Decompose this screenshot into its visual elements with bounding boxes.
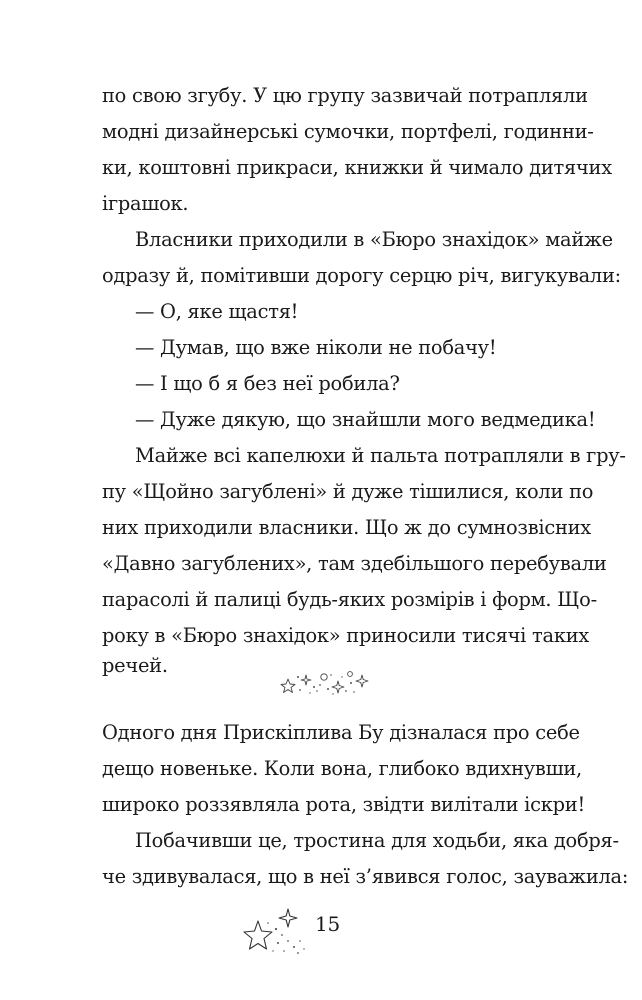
footer-stars-icon bbox=[238, 905, 358, 961]
text-line: «Давно загублених», там здебільшого перебували bbox=[102, 552, 607, 575]
text-line: Власники приходили в «Бюро знахідок» майже bbox=[135, 228, 613, 251]
text-line: речей. bbox=[102, 654, 168, 677]
text-line: ки, коштовні прикраси, книжки й чимало дитячих bbox=[102, 156, 612, 179]
text-line: Одного дня Прискіплива Бу дізналася про себе bbox=[102, 721, 580, 744]
page-number: 15 bbox=[315, 912, 340, 936]
stars-divider-icon bbox=[276, 665, 372, 699]
dialogue-line: — І що б я без неї робила? bbox=[135, 372, 400, 395]
text-line: Побачивши це, тростина для ходьби, яка добря- bbox=[135, 829, 619, 852]
dialogue-line: — Думав, що вже ніколи не побачу! bbox=[135, 336, 497, 359]
text-line: че здивувалася, що в неї з’явився голос, зауважила: bbox=[102, 865, 629, 888]
text-line: пу «Щойно загублені» й дуже тішилися, коли по bbox=[102, 480, 594, 503]
text-line: них приходили власники. Що ж до сумнозвісних bbox=[102, 516, 591, 539]
dialogue-line: — О, яке щастя! bbox=[135, 300, 299, 323]
dialogue-line: — Дуже дякую, що знайшли мого ведмедика! bbox=[135, 408, 596, 431]
text-line: модні дизайнерські сумочки, портфелі, годинни- bbox=[102, 120, 594, 143]
text-line: Майже всі капелюхи й пальта потрапляли в гру- bbox=[135, 444, 626, 467]
text-line: одразу й, помітивши дорогу серцю річ, вигукували: bbox=[102, 264, 621, 287]
text-line: року в «Бюро знахідок» приносили тисячі таких bbox=[102, 624, 590, 647]
text-line: широко роззявляла рота, звідти вилітали іскри! bbox=[102, 793, 585, 816]
text-line: парасолі й палиці будь-яких розмірів і форм. Що- bbox=[102, 588, 597, 611]
text-line: по свою згубу. У цю групу зазвичай потрапляли bbox=[102, 84, 588, 107]
text-line: іграшок. bbox=[102, 192, 189, 215]
text-line: дещо новеньке. Коли вона, глибоко вдихнувши, bbox=[102, 757, 582, 780]
